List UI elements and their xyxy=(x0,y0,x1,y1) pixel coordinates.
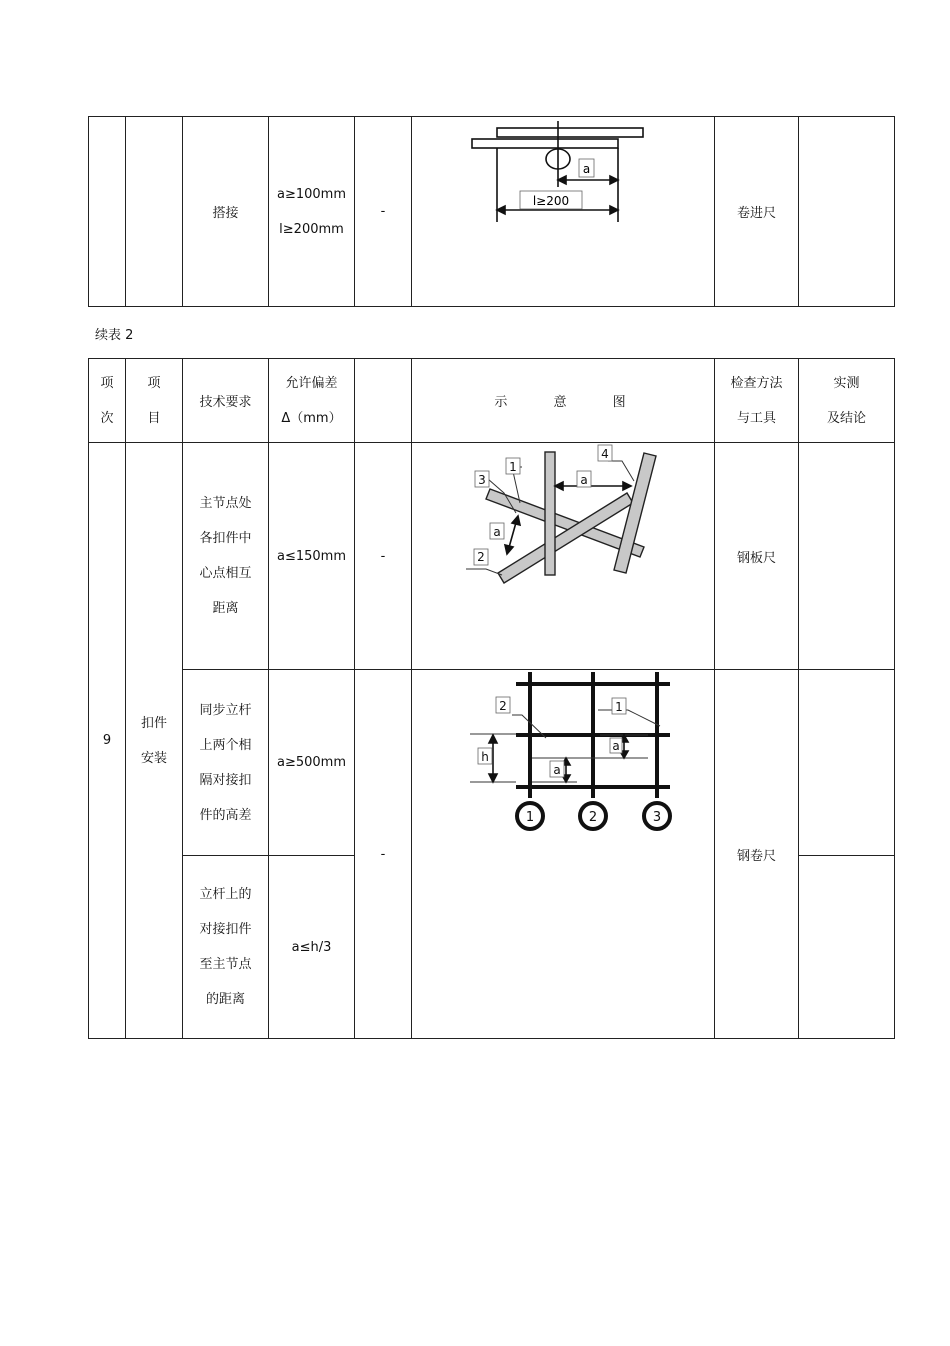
diagram1-label-2: 2 xyxy=(477,550,485,564)
top-result xyxy=(799,117,895,307)
header-diagram: 示 意 图 xyxy=(412,359,715,443)
row3-result xyxy=(799,856,895,1039)
row2-req-line4: 件的高差 xyxy=(199,807,252,823)
butt-fastener-diagram xyxy=(412,670,715,840)
row2-diagram-cell xyxy=(412,670,715,1039)
row1-method: 钢板尺 xyxy=(715,443,799,670)
header-method-line2: 与工具 xyxy=(736,410,776,426)
header-tolerance xyxy=(269,359,355,443)
diagram1-label-3: 3 xyxy=(478,473,486,487)
top-tolerance xyxy=(269,117,355,307)
header-method xyxy=(715,359,799,443)
header-result xyxy=(799,359,895,443)
row2-req-line1: 同步立杆 xyxy=(199,702,252,718)
pole-label-1: 1 xyxy=(525,810,535,825)
header-requirement: 技术要求 xyxy=(183,359,269,443)
header-method-line1: 检查方法 xyxy=(730,375,783,391)
top-tol-l: l≥200mm xyxy=(279,221,344,237)
diagram1-label-4: 4 xyxy=(601,447,609,461)
row3-req-line3: 至主节点 xyxy=(199,957,252,972)
row1-requirement xyxy=(183,443,269,670)
top-dash: - xyxy=(355,117,412,307)
item-name xyxy=(126,443,183,1039)
top-cell-no xyxy=(89,117,126,307)
row1-req-line1: 主节点处 xyxy=(199,496,252,511)
item-name-line2: 安装 xyxy=(140,750,167,766)
row1-diagram-cell xyxy=(412,443,715,670)
pole-label-3: 3 xyxy=(652,810,662,825)
header-no xyxy=(89,359,126,443)
diagram2-label-2: 2 xyxy=(499,699,507,713)
header-item xyxy=(126,359,183,443)
header-result-line2: 及结论 xyxy=(826,410,866,426)
top-req: 搭接 xyxy=(183,117,269,307)
row1-req-line2: 各扣件中 xyxy=(199,531,252,546)
lap-label-l: l≥200 xyxy=(532,194,570,208)
row2-req-line2: 上两个相 xyxy=(199,737,252,753)
header-item-line1: 项 xyxy=(147,375,161,391)
diagram2-label-a2: a xyxy=(612,739,620,753)
row1-req-line3: 心点相互 xyxy=(199,566,252,581)
header-result-line1: 实测 xyxy=(833,375,860,391)
row1-tolerance: a≤150mm xyxy=(269,443,355,670)
row3-req-line4: 的距离 xyxy=(205,992,245,1007)
top-tol-a: a≥100mm xyxy=(277,186,346,202)
header-tol-line2: Δ（mm） xyxy=(281,410,342,426)
diagram2-label-h: h xyxy=(481,750,489,764)
top-diagram-cell xyxy=(412,117,715,307)
shared-method: 钢卷尺 xyxy=(715,670,799,1039)
row3-requirement xyxy=(183,856,269,1039)
top-table xyxy=(88,116,895,307)
main-node-fastener-diagram xyxy=(412,443,715,665)
lap-joint-diagram xyxy=(412,117,715,302)
header-tol-line1: 允许偏差 xyxy=(285,375,338,391)
diagram1-label-a1: a xyxy=(580,473,588,487)
diagram2-label-a1: a xyxy=(553,763,561,777)
row2-req-line3: 隔对接扣 xyxy=(199,772,252,788)
main-table xyxy=(88,358,895,1039)
top-method: 卷进尺 xyxy=(715,117,799,307)
header-no-line2: 次 xyxy=(100,410,114,426)
row2-result xyxy=(799,670,895,856)
header-blank xyxy=(355,359,412,443)
diagram2-label-1: 1 xyxy=(615,700,623,714)
row1-result xyxy=(799,443,895,670)
row2-requirement xyxy=(183,670,269,856)
row1-req-line4: 距离 xyxy=(212,601,239,616)
top-cell-item xyxy=(126,117,183,307)
row3-tolerance: a≤h/3 xyxy=(269,856,355,1039)
header-no-line1: 项 xyxy=(100,375,114,391)
diagram1-label-1: 1 xyxy=(509,460,517,474)
header-item-line2: 目 xyxy=(147,410,161,426)
lap-label-a: a xyxy=(582,162,591,176)
diagram1-label-a2: a xyxy=(493,525,501,539)
row3-req-line2: 对接扣件 xyxy=(199,922,252,937)
shared-dash: - xyxy=(355,670,412,1039)
item-name-line1: 扣件 xyxy=(140,715,167,731)
row1-dash: - xyxy=(355,443,412,670)
row3-req-line1: 立杆上的 xyxy=(199,887,252,902)
row2-tolerance: a≥500mm xyxy=(269,670,355,856)
pole-label-2: 2 xyxy=(588,810,598,825)
item-no: 9 xyxy=(89,443,126,1039)
continued-table-label: 续表 2 xyxy=(95,328,134,343)
